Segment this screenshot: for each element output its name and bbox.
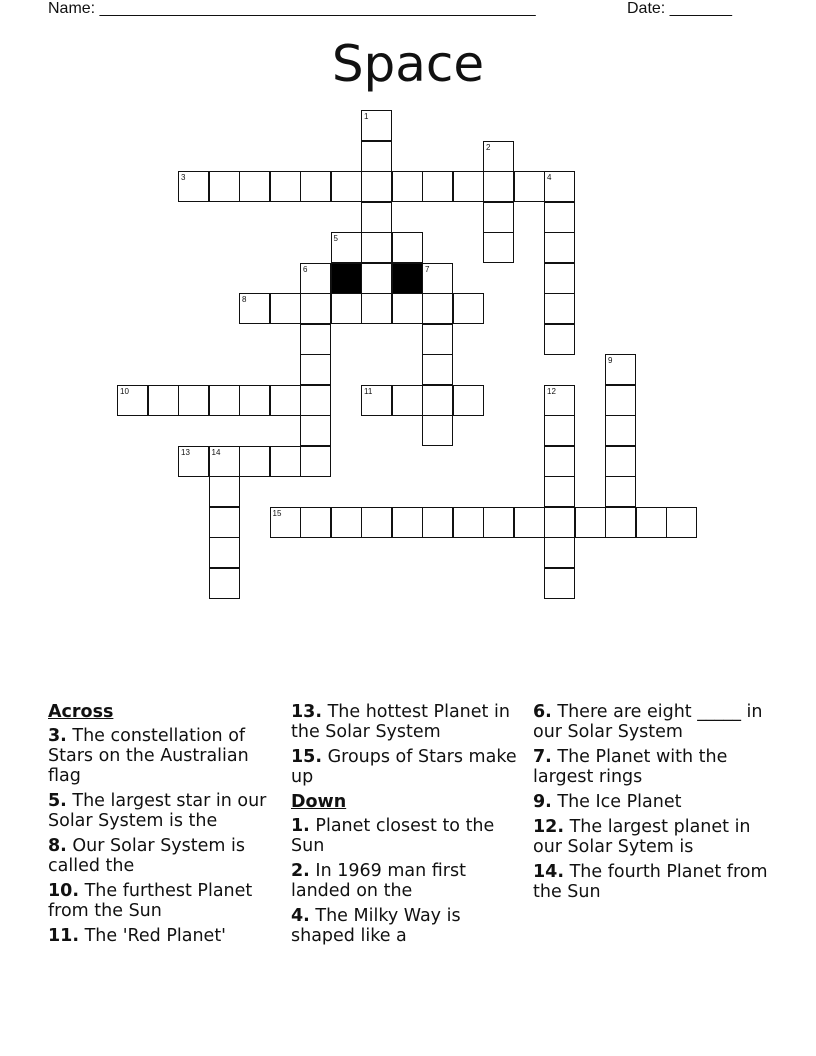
clue-number: 11. bbox=[48, 926, 80, 946]
clue-down-6 bbox=[533, 702, 773, 742]
clue-text: The 'Red Planet' bbox=[84, 926, 226, 946]
crossword-cell[interactable] bbox=[392, 171, 423, 202]
clue-across-10 bbox=[48, 881, 283, 921]
clue-number: 6. bbox=[533, 702, 552, 722]
clue-number: 3. bbox=[48, 726, 67, 746]
crossword-cell[interactable] bbox=[361, 263, 392, 294]
crossword-cell[interactable] bbox=[453, 171, 484, 202]
crossword-cell[interactable] bbox=[270, 385, 301, 416]
clue-across-8 bbox=[48, 836, 283, 876]
crossword-cell[interactable] bbox=[300, 324, 331, 355]
cell-number: 3 bbox=[181, 173, 186, 182]
name-field-label[interactable]: Name: _________________________________________________ bbox=[48, 0, 536, 17]
crossword-cell[interactable] bbox=[483, 202, 514, 233]
clue-text: Our Solar System is called the bbox=[48, 836, 245, 876]
crossword-cell[interactable] bbox=[544, 324, 575, 355]
crossword-cell[interactable] bbox=[361, 232, 392, 263]
clue-text: The constellation of Stars on the Australian flag bbox=[48, 726, 249, 786]
clue-text: There are eight _____ in our Solar System bbox=[533, 702, 763, 742]
crossword-cell[interactable] bbox=[361, 110, 392, 141]
across-heading: Across bbox=[48, 702, 114, 722]
down-heading: Down bbox=[291, 792, 347, 812]
crossword-cell[interactable] bbox=[544, 263, 575, 294]
clue-text: In 1969 man first landed on the bbox=[291, 861, 466, 901]
crossword-cell[interactable] bbox=[239, 293, 270, 324]
cell-number: 9 bbox=[608, 356, 613, 365]
clue-text: The largest star in our Solar System is the bbox=[48, 791, 267, 831]
crossword-cell[interactable] bbox=[361, 202, 392, 233]
crossword-cell[interactable] bbox=[392, 232, 423, 263]
crossword-black-cell bbox=[392, 263, 423, 294]
clue-number: 5. bbox=[48, 791, 67, 811]
crossword-cell[interactable] bbox=[361, 141, 392, 172]
clue-down-9 bbox=[533, 792, 773, 812]
clue-text: The Planet with the largest rings bbox=[533, 747, 728, 787]
crossword-cell[interactable] bbox=[422, 171, 453, 202]
crossword-cell[interactable] bbox=[361, 293, 392, 324]
cell-number: 1 bbox=[364, 112, 369, 121]
clue-down-7 bbox=[533, 747, 773, 787]
crossword-cell[interactable] bbox=[483, 232, 514, 263]
clue-text: The furthest Planet from the Sun bbox=[48, 881, 253, 921]
crossword-cell[interactable] bbox=[270, 293, 301, 324]
clue-across-3 bbox=[48, 726, 283, 786]
crossword-cell[interactable] bbox=[544, 568, 575, 599]
crossword-cell[interactable] bbox=[422, 263, 453, 294]
clues-column-2 bbox=[291, 702, 526, 951]
clue-across-5 bbox=[48, 791, 283, 831]
crossword-cell[interactable] bbox=[392, 507, 423, 538]
crossword-cell[interactable] bbox=[300, 263, 331, 294]
crossword-cell[interactable] bbox=[300, 385, 331, 416]
crossword-cell[interactable] bbox=[544, 537, 575, 568]
page-title: Space bbox=[331, 35, 485, 93]
date-field-label[interactable]: Date: _______ bbox=[627, 0, 732, 17]
crossword-cell[interactable] bbox=[361, 171, 392, 202]
crossword-cell[interactable] bbox=[422, 507, 453, 538]
cell-number: 12 bbox=[547, 386, 556, 396]
crossword-cell[interactable] bbox=[209, 507, 240, 538]
clue-text: The largest planet in our Solar Sytem is bbox=[533, 817, 751, 857]
crossword-cell[interactable] bbox=[239, 171, 270, 202]
crossword-cell[interactable] bbox=[300, 354, 331, 385]
crossword-cell[interactable] bbox=[544, 476, 575, 507]
cell-number: 11 bbox=[364, 386, 373, 396]
crossword-cell[interactable] bbox=[270, 446, 301, 477]
clue-text: The fourth Planet from the Sun bbox=[533, 862, 768, 902]
cell-number: 8 bbox=[242, 295, 247, 304]
crossword-cell[interactable] bbox=[209, 446, 240, 477]
crossword-cell[interactable] bbox=[422, 385, 453, 416]
crossword-cell[interactable] bbox=[453, 385, 484, 416]
cell-number: 6 bbox=[303, 264, 308, 274]
cell-number: 13 bbox=[181, 447, 190, 457]
crossword-cell[interactable] bbox=[544, 446, 575, 477]
clue-down-4 bbox=[291, 906, 526, 946]
crossword-cell[interactable] bbox=[300, 446, 331, 477]
crossword-cell[interactable] bbox=[422, 293, 453, 324]
crossword-cell[interactable] bbox=[514, 507, 545, 538]
crossword-cell[interactable] bbox=[483, 171, 514, 202]
clue-across-13 bbox=[291, 702, 526, 742]
crossword-cell[interactable] bbox=[453, 293, 484, 324]
clue-down-1 bbox=[291, 816, 526, 856]
clue-across-15 bbox=[291, 747, 526, 787]
cell-number: 15 bbox=[272, 508, 282, 518]
crossword-cell[interactable] bbox=[605, 415, 636, 446]
crossword-cell[interactable] bbox=[422, 354, 453, 385]
clue-number: 14. bbox=[533, 862, 565, 882]
clue-text: Planet closest to the Sun bbox=[291, 816, 495, 856]
crossword-cell[interactable] bbox=[331, 293, 362, 324]
crossword-cell[interactable] bbox=[483, 507, 514, 538]
crossword-cell[interactable] bbox=[422, 324, 453, 355]
cell-number: 7 bbox=[425, 264, 430, 274]
crossword-cell[interactable] bbox=[300, 171, 331, 202]
crossword-cell[interactable] bbox=[178, 446, 209, 477]
crossword-cell[interactable] bbox=[544, 415, 575, 446]
crossword-cell[interactable] bbox=[544, 202, 575, 233]
crossword-cell[interactable] bbox=[544, 171, 575, 202]
crossword-cell[interactable] bbox=[361, 385, 392, 416]
clue-number: 9. bbox=[533, 792, 552, 812]
crossword-cell[interactable] bbox=[117, 385, 148, 416]
crossword-cell[interactable] bbox=[636, 507, 667, 538]
crossword-cell[interactable] bbox=[392, 385, 423, 416]
crossword-cell[interactable] bbox=[300, 507, 331, 538]
clue-text: Groups of Stars make up bbox=[291, 747, 517, 787]
crossword-cell[interactable] bbox=[544, 507, 575, 538]
crossword-cell[interactable] bbox=[148, 385, 179, 416]
clue-number: 12. bbox=[533, 817, 565, 837]
clue-number: 2. bbox=[291, 861, 310, 881]
crossword-cell[interactable] bbox=[239, 446, 270, 477]
crossword-cell[interactable] bbox=[300, 293, 331, 324]
clue-text: The hottest Planet in the Solar System bbox=[291, 702, 510, 742]
clue-number: 4. bbox=[291, 906, 310, 926]
clue-down-2 bbox=[291, 861, 526, 901]
crossword-cell[interactable] bbox=[239, 385, 270, 416]
crossword-cell[interactable] bbox=[453, 507, 484, 538]
clue-number: 15. bbox=[291, 747, 323, 767]
clue-number: 13. bbox=[291, 702, 323, 722]
cell-number: 5 bbox=[333, 234, 338, 243]
crossword-cell[interactable] bbox=[209, 568, 240, 599]
crossword-cell[interactable] bbox=[483, 141, 514, 172]
crossword-cell[interactable] bbox=[209, 171, 240, 202]
crossword-cell[interactable] bbox=[605, 354, 636, 385]
crossword-cell[interactable] bbox=[605, 385, 636, 416]
crossword-cell[interactable] bbox=[575, 507, 606, 538]
crossword-cell[interactable] bbox=[544, 385, 575, 416]
crossword-cell[interactable] bbox=[209, 476, 240, 507]
cell-number: 10 bbox=[120, 386, 129, 396]
crossword-cell[interactable] bbox=[544, 232, 575, 263]
cell-number: 4 bbox=[547, 173, 552, 182]
crossword-cell[interactable] bbox=[605, 507, 636, 538]
crossword-cell[interactable] bbox=[300, 415, 331, 446]
clue-text: The Ice Planet bbox=[557, 792, 682, 812]
crossword-cell[interactable] bbox=[331, 232, 362, 263]
crossword-cell[interactable] bbox=[178, 171, 209, 202]
crossword-cell[interactable] bbox=[209, 385, 240, 416]
clue-number: 8. bbox=[48, 836, 67, 856]
crossword-cell[interactable] bbox=[361, 507, 392, 538]
crossword-cell[interactable] bbox=[331, 171, 362, 202]
clue-down-12 bbox=[533, 817, 773, 857]
clue-number: 7. bbox=[533, 747, 552, 767]
clue-down-14 bbox=[533, 862, 773, 902]
crossword-cell[interactable] bbox=[270, 171, 301, 202]
crossword-cell[interactable] bbox=[544, 293, 575, 324]
crossword-cell[interactable] bbox=[666, 507, 697, 538]
clues-column-3 bbox=[533, 702, 773, 907]
crossword-cell[interactable] bbox=[422, 415, 453, 446]
crossword-black-cell bbox=[331, 263, 362, 294]
clue-across-11 bbox=[48, 926, 283, 946]
crossword-cell[interactable] bbox=[270, 507, 301, 538]
crossword-cell[interactable] bbox=[605, 476, 636, 507]
clue-text: The Milky Way is shaped like a bbox=[291, 906, 461, 946]
clues-column-1 bbox=[48, 702, 283, 951]
crossword-cell[interactable] bbox=[331, 507, 362, 538]
crossword-cell[interactable] bbox=[514, 171, 545, 202]
crossword-cell[interactable] bbox=[209, 537, 240, 568]
clue-number: 10. bbox=[48, 881, 80, 901]
crossword-cell[interactable] bbox=[605, 446, 636, 477]
crossword-cell[interactable] bbox=[178, 385, 209, 416]
cell-number: 14 bbox=[211, 447, 221, 457]
clue-number: 1. bbox=[291, 816, 310, 836]
cell-number: 2 bbox=[486, 142, 491, 152]
crossword-cell[interactable] bbox=[392, 293, 423, 324]
